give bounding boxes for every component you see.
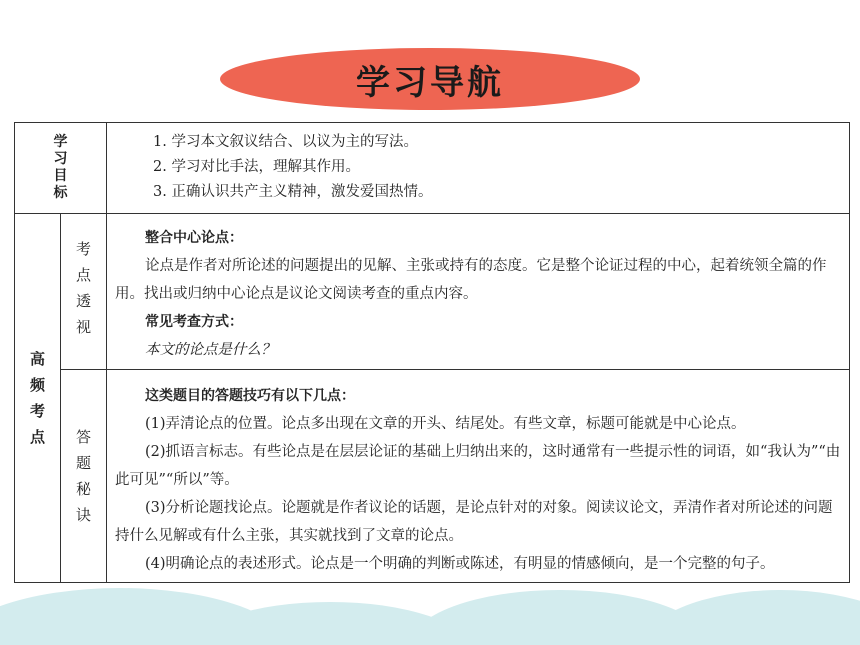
goals-label-char: 目 [53, 168, 68, 184]
kaodian-question: 本文的论点是什么？ [145, 342, 276, 358]
study-guide-table [14, 122, 850, 583]
dati-row [15, 370, 850, 583]
dati-tip: (2)抓语言标志。有些论点是在层层论证的基础上归纳出来的，这时通常有一些提示性的词语，如“我认为”“由此可见”“所以”等。 [115, 444, 841, 488]
goals-label-cell [15, 123, 107, 214]
goals-label-char: 学 [53, 134, 68, 150]
kaodian-heading: 常见考查方式： [145, 314, 243, 330]
goals-label-char: 标 [53, 185, 68, 201]
dati-tip: (1)弄清论点的位置。论点多出现在文章的开头、结尾处。有些文章，标题可能就是中心论点。 [145, 416, 746, 432]
kaodian-paragraph: 论点是作者对所论述的问题提出的见解、主张或持有的态度。它是整个论证过程的中心，起着统领全篇的作用。找出或归纳中心论点是议论文阅读考查的重点内容。 [115, 258, 827, 302]
kaodian-label-cell [61, 214, 107, 370]
kaodian-label-char: 点 [75, 266, 91, 284]
gaopin-label-char: 点 [29, 428, 45, 446]
kaodian-row [15, 214, 850, 370]
gaopin-label-char: 考 [29, 402, 45, 420]
goal-item: 1. 学习本文叙议结合、以议为主的写法。 [153, 134, 418, 150]
dati-label-char: 题 [75, 454, 91, 472]
goals-row [15, 123, 850, 214]
goal-item: 3. 正确认识共产主义精神，激发爱国热情。 [153, 184, 433, 200]
kaodian-content-cell [107, 214, 850, 370]
kaodian-heading: 整合中心论点： [145, 230, 243, 246]
dati-tip: (3)分析论题找论点。论题就是作者议论的话题，是论点针对的对象。阅读议论文，弄清作者对所论述的问题持什么见解或有什么主张，其实就找到了文章的论点。 [115, 500, 833, 544]
dati-heading: 这类题目的答题技巧有以下几点： [145, 388, 355, 404]
title-banner [220, 48, 640, 110]
gaopin-label-char: 高 [29, 350, 45, 368]
dati-content-cell [107, 370, 850, 583]
gaopin-label-cell [15, 214, 61, 583]
kaodian-label-char: 考 [75, 240, 91, 258]
goal-item: 2. 学习对比手法，理解其作用。 [153, 159, 360, 175]
kaodian-label-char: 视 [75, 318, 91, 336]
dati-tip: (4)明确论点的表述形式。论点是一个明确的判断或陈述，有明显的情感倾向，是一个完整的句子。 [145, 556, 775, 572]
dati-label-cell [61, 370, 107, 583]
dati-label-char: 秘 [75, 480, 91, 498]
page-title: 学习导航 [356, 62, 504, 103]
gaopin-label-char: 频 [29, 376, 45, 394]
goals-content-cell [107, 123, 850, 214]
cloud-base [0, 625, 860, 645]
goals-label-char: 习 [53, 151, 68, 167]
dati-label-char: 答 [75, 428, 91, 446]
dati-label-char: 诀 [75, 506, 91, 524]
kaodian-label-char: 透 [75, 292, 91, 310]
